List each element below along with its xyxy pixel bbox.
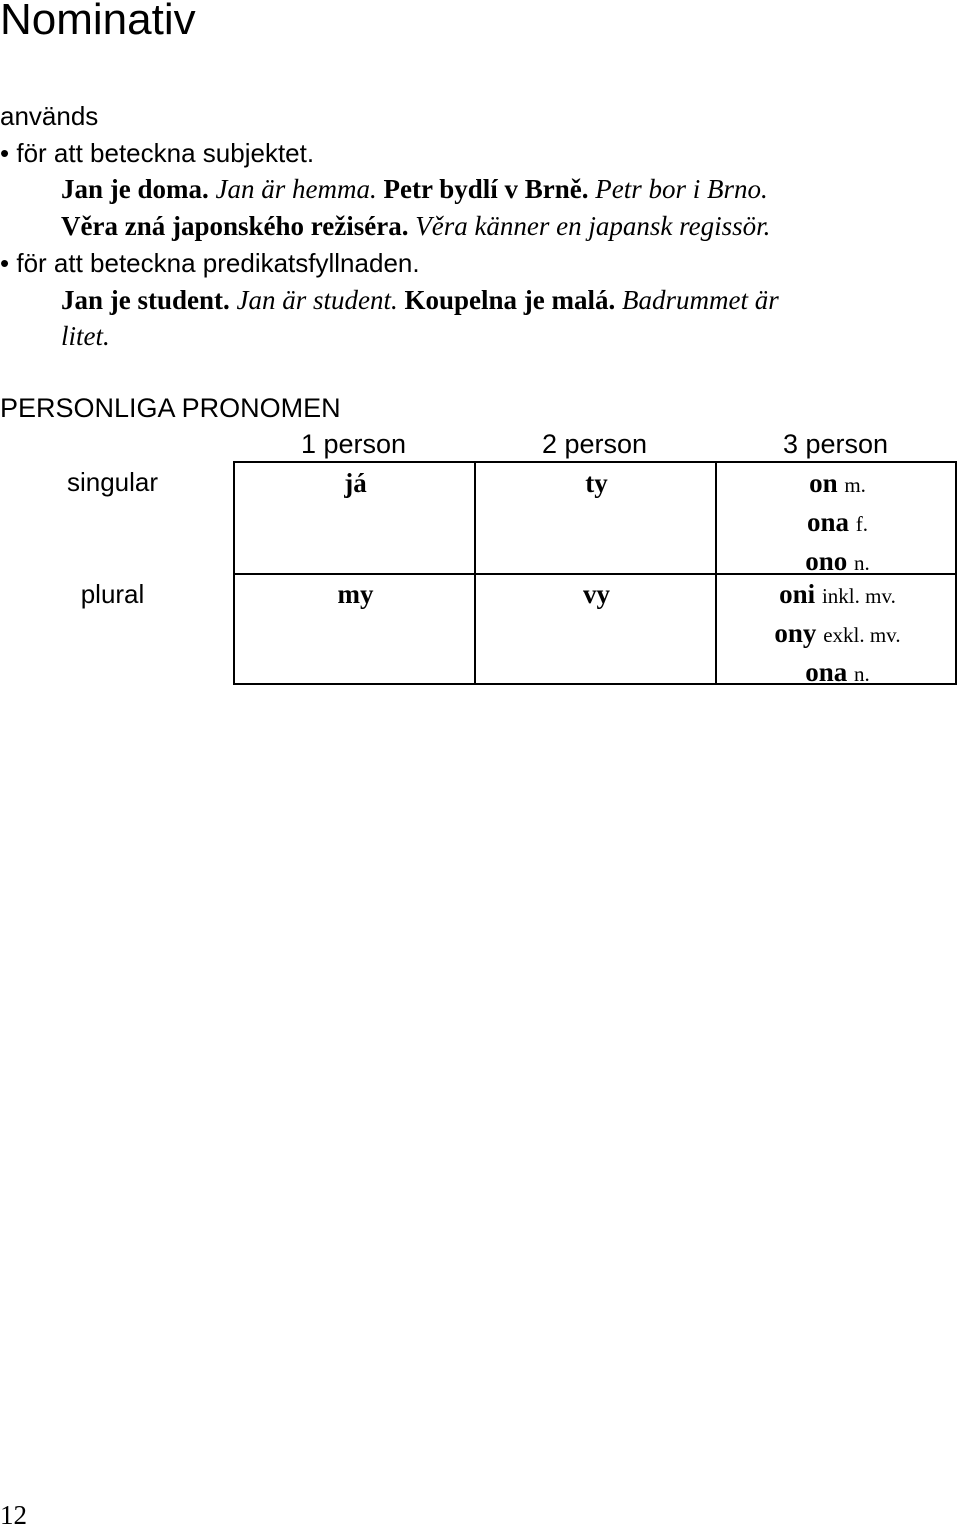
pronoun-entry: on m. (809, 468, 866, 498)
example-swedish: litet. (61, 321, 110, 351)
pronoun-plural-1: my (337, 579, 374, 609)
example-line-2a (61, 283, 779, 317)
bullet-mark: • (0, 138, 10, 168)
example-line-1b (61, 209, 770, 243)
pronoun-singular-1: já (344, 468, 367, 498)
page-title: Nominativ (0, 0, 196, 44)
example-line-1a (61, 172, 768, 206)
pronoun-entry: ony exkl. mv. (774, 618, 901, 648)
gender-note: inkl. mv. (821, 584, 896, 608)
pronoun-entry: ona f. (806, 507, 869, 537)
column-header-1-person: 1 person (300, 429, 407, 459)
pronoun-plural-3 (717, 576, 958, 693)
bullet-subject (0, 136, 314, 170)
pronoun-singular-3 (717, 465, 958, 582)
example-czech: Jan je student. (61, 285, 230, 315)
bullet-predicative (0, 246, 420, 280)
gender-note: exkl. mv. (823, 623, 901, 647)
example-swedish: Jan är student. (236, 285, 398, 315)
example-line-2b (61, 319, 110, 353)
example-czech: Věra zná japonského režiséra. (61, 211, 409, 241)
row-label-plural: plural (80, 579, 145, 609)
example-swedish: Věra känner en japansk regissör. (415, 211, 771, 241)
pronoun-entry: ona n. (805, 657, 870, 687)
column-header-2-person: 2 person (541, 429, 648, 459)
bullet-subject-text: för att beteckna subjektet. (16, 138, 315, 168)
pronoun-plural-2: vy (583, 579, 610, 609)
example-swedish: Badrummet är (622, 285, 779, 315)
pronouns-heading: PERSONLIGA PRONOMEN (0, 393, 341, 423)
example-swedish: Jan är hemma. (215, 174, 377, 204)
pronoun-entry: ono n. (805, 546, 870, 576)
bullet-predicative-text: för att beteckna predikatsfyllnaden. (16, 248, 420, 278)
intro-text: används (0, 101, 99, 131)
page-number: 12 (0, 1500, 27, 1530)
pronoun-table (233, 461, 957, 685)
gender-note: n. (854, 662, 870, 686)
example-swedish: Petr bor i Brno. (595, 174, 768, 204)
example-czech: Petr bydlí v Brně. (383, 174, 589, 204)
pronoun-singular-2: ty (585, 468, 608, 498)
column-header-3-person: 3 person (782, 429, 889, 459)
pronoun-entry: oni inkl. mv. (779, 579, 896, 609)
example-czech: Koupelna je malá. (404, 285, 616, 315)
example-czech: Jan je doma. (61, 174, 209, 204)
gender-note: n. (854, 551, 870, 575)
row-label-singular: singular (66, 467, 159, 497)
gender-note: m. (844, 473, 866, 497)
gender-note: f. (855, 512, 869, 536)
bullet-mark: • (0, 248, 10, 278)
